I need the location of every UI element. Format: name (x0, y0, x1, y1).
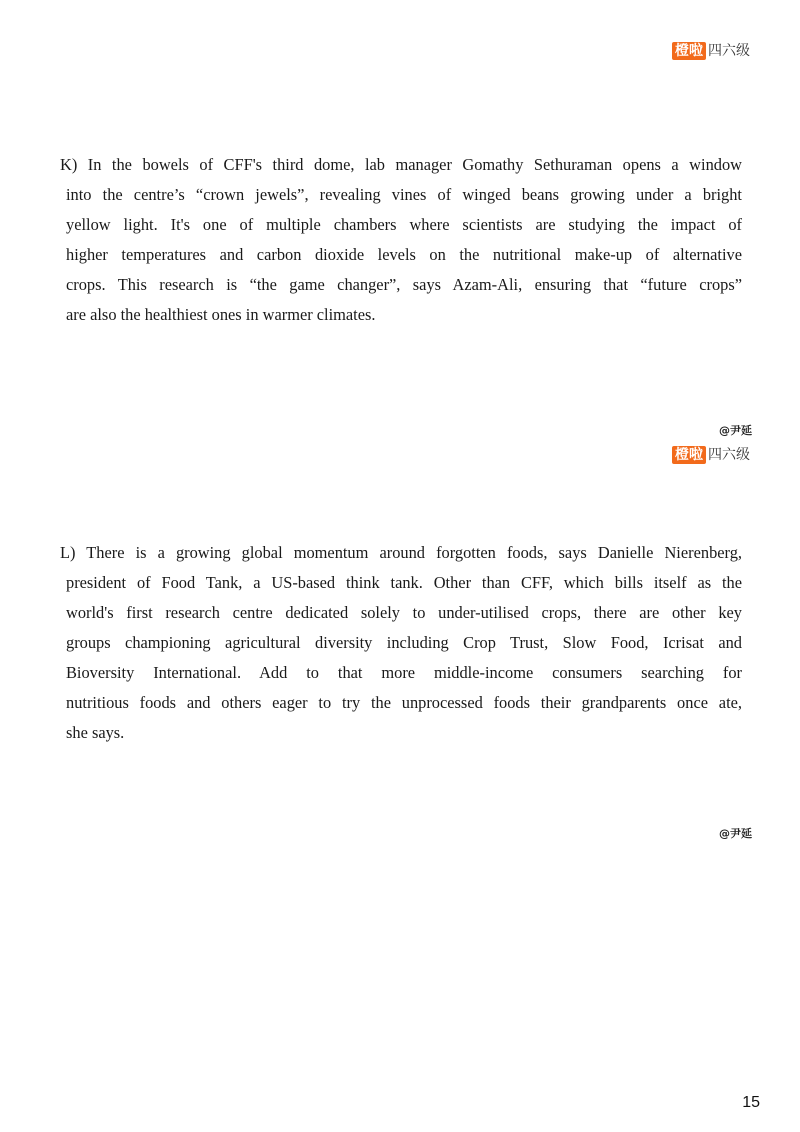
paragraph-k (60, 150, 742, 330)
paragraph-line: president of Food Tank, a US-based think tank. Other than CFF, which bills itself as the (66, 573, 742, 592)
paragraph-line: K) In the bowels of CFF's third dome, lab manager Gomathy Sethuraman opens a window (60, 155, 742, 174)
paragraph-line: Bioversity International. Add to that more middle-income consumers searching for (66, 663, 742, 682)
author-watermark: @尹延 (719, 827, 752, 840)
author-watermark: @尹延 (719, 424, 752, 437)
paragraph-line: L) There is a growing global momentum around forgotten foods, says Danielle Nierenberg, (60, 543, 742, 562)
paragraph-line: world's first research centre dedicated solely to under-utilised crops, there are other key (66, 603, 742, 622)
paragraph-line: are also the healthiest ones in warmer climates. (66, 305, 376, 324)
paragraph-line: yellow light. It's one of multiple chambers where scientists are studying the impact of (66, 215, 742, 234)
paragraph-line: crops. This research is “the game changer”, says Azam-Ali, ensuring that “future crops” (66, 275, 742, 294)
brand-logo-suffix: 四六级 (708, 43, 750, 59)
brand-logo-mark: 橙啦 (672, 446, 706, 464)
paragraph-line: into the centre’s “crown jewels”, revealing vines of winged beans growing under a bright (66, 185, 742, 204)
brand-logo-mark: 橙啦 (672, 42, 706, 60)
paragraph-line: nutritious foods and others eager to try the unprocessed foods their grandparents once ate, (66, 693, 742, 712)
brand-logo-suffix: 四六级 (708, 447, 750, 463)
paragraph-line: groups championing agricultural diversity including Crop Trust, Slow Food, Icrisat and (66, 633, 742, 652)
page-number: 15 (742, 1094, 760, 1111)
brand-logo (672, 42, 750, 60)
paragraph-line: she says. (66, 723, 125, 742)
paragraph-line: higher temperatures and carbon dioxide levels on the nutritional make-up of alternative (66, 245, 742, 264)
paragraph-l (60, 538, 742, 748)
brand-logo (672, 446, 750, 464)
